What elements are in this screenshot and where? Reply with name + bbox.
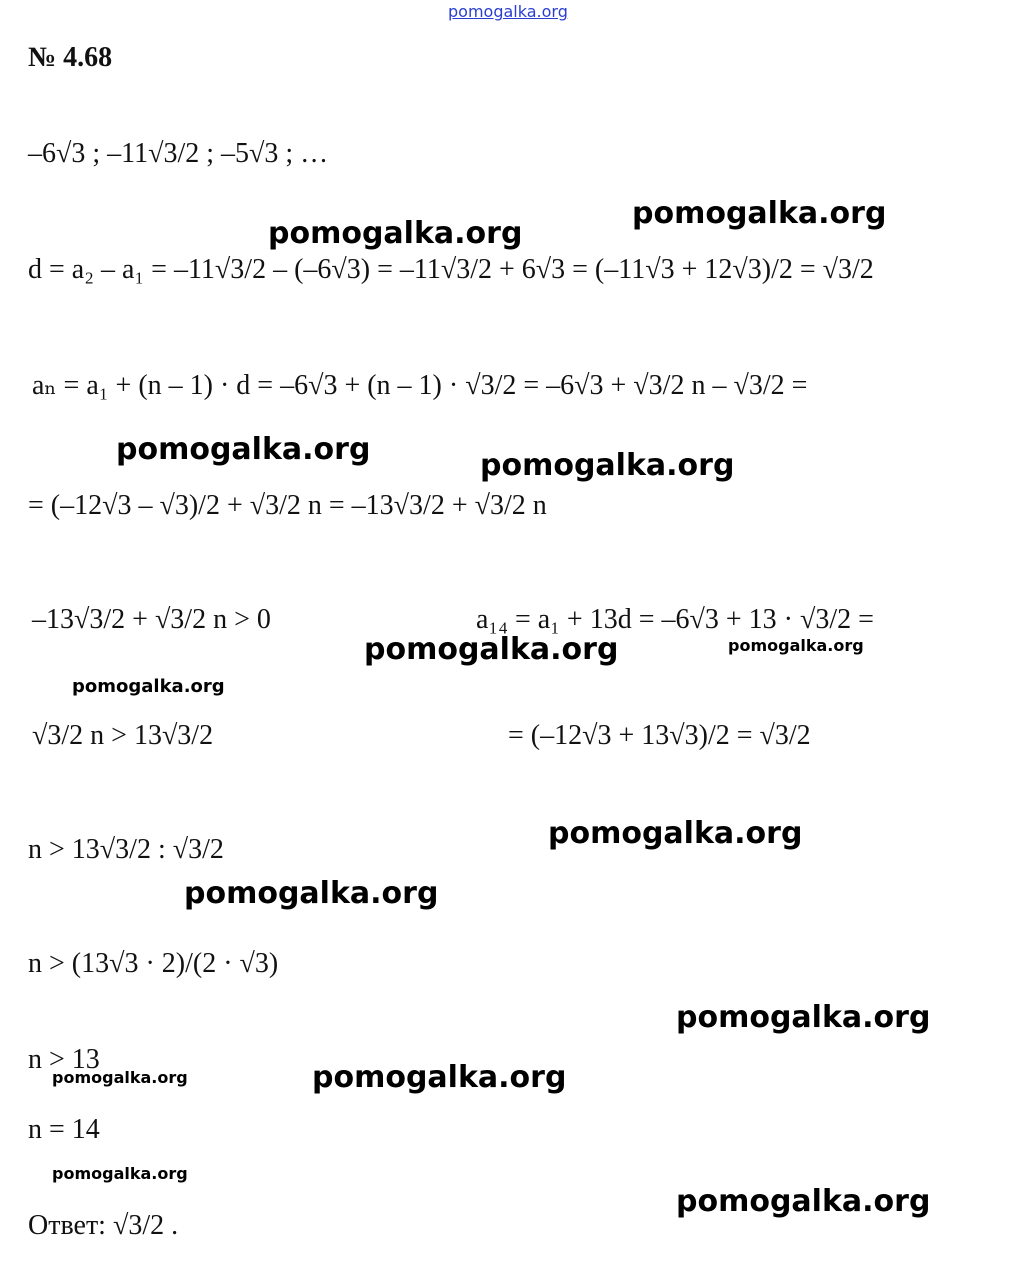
watermark: pomogalka.org — [676, 1184, 931, 1219]
a14-line-2: = (–12√3 + 13√3)/2 = √3/2 — [508, 720, 811, 751]
watermark: pomogalka.org — [268, 216, 523, 251]
inequality-line-2: √3/2 n > 13√3/2 — [32, 720, 214, 751]
watermark: pomogalka.org — [632, 196, 887, 231]
answer-line: Ответ: √3/2 . — [28, 1210, 179, 1241]
difference-line: d = a₂ – a₁ = –11√3/2 – (–6√3) = –11√3/2 + 6√3 = (–11√3 + 12√3)/2 = √3/2 — [28, 254, 874, 285]
problem-title: № 4.68 — [28, 42, 113, 73]
watermark: pomogalka.org — [52, 1164, 188, 1183]
watermark: pomogalka.org — [184, 876, 439, 911]
watermark: pomogalka.org — [312, 1060, 567, 1095]
watermark: pomogalka.org — [72, 676, 225, 697]
watermark: pomogalka.org — [480, 448, 735, 483]
inequality-line-1: –13√3/2 + √3/2 n > 0 — [32, 604, 271, 635]
n-value-line: n = 14 — [28, 1114, 100, 1145]
general-term-line-2: = (–12√3 – √3)/2 + √3/2 n = –13√3/2 + √3/2 n — [28, 490, 547, 521]
inequality-line-3: n > 13√3/2 : √3/2 — [28, 834, 224, 865]
a14-line-1: a₁₄ = a₁ + 13d = –6√3 + 13 · √3/2 = — [476, 604, 874, 635]
watermark: pomogalka.org — [116, 432, 371, 467]
watermark: pomogalka.org — [548, 816, 803, 851]
watermark: pomogalka.org — [728, 636, 864, 655]
general-term-line-1: aₙ = a₁ + (n – 1) · d = –6√3 + (n – 1) · √3/2 = –6√3 + √3/2 n – √3/2 = — [32, 370, 808, 401]
site-link[interactable]: pomogalka.org — [448, 2, 568, 21]
inequality-line-5: n > 13 — [28, 1044, 100, 1075]
watermark: pomogalka.org — [676, 1000, 931, 1035]
watermark: pomogalka.org — [364, 632, 619, 667]
sequence-line: –6√3 ; –11√3/2 ; –5√3 ; … — [28, 138, 329, 169]
watermark: pomogalka.org — [52, 1068, 188, 1087]
inequality-line-4: n > (13√3 · 2)/(2 · √3) — [28, 948, 279, 979]
